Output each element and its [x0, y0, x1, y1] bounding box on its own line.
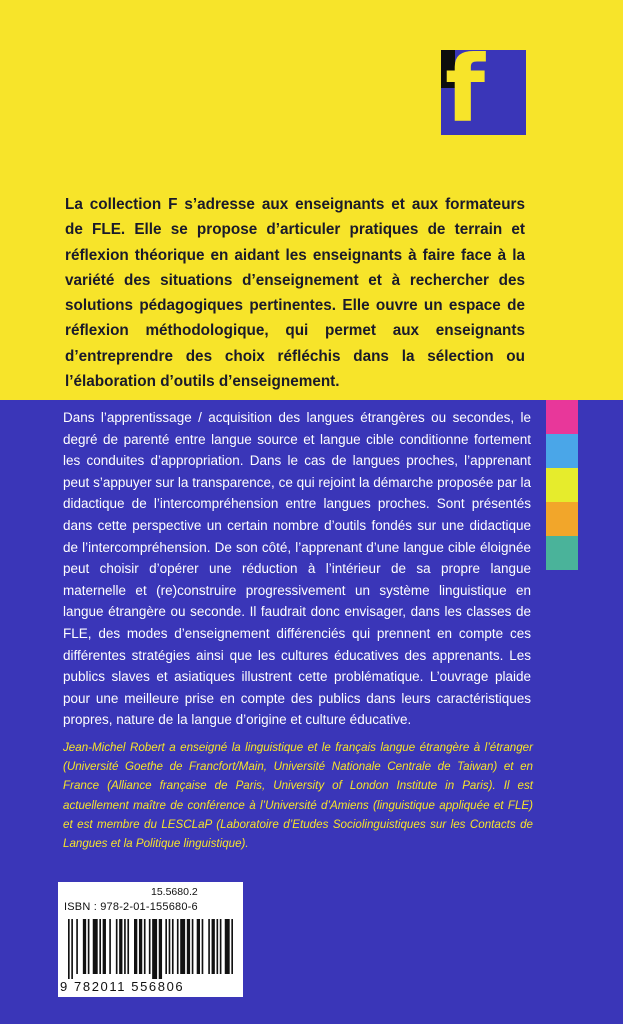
collection-description: La collection F s’adresse aux enseignants et aux formateurs de FLE. Elle se propose d’articuler pratiques de terrain et réflexion théorique en aidant les enseignants à faire face à la variété des situations d’enseignement et à rechercher des solutions pédagogiques pertinentes. Elle ouvre un espace de réflexion méthodologique, qui permet aux enseignants d’entreprendre des choix réfléchis dans la sélection ou l’élaboration d’outils d’enseignement.	[65, 196, 525, 391]
barcode-bar	[144, 919, 146, 974]
barcode-bar	[159, 919, 162, 979]
barcode-bar	[192, 919, 194, 974]
color-strip-teal	[546, 536, 578, 570]
color-strips	[546, 400, 578, 570]
barcode-bar	[119, 919, 122, 974]
barcode-bar	[177, 919, 179, 974]
barcode-bar	[93, 919, 98, 974]
color-strip-blue	[546, 434, 578, 468]
barcode-bar	[68, 919, 70, 979]
logo-letter: f	[445, 36, 486, 143]
barcode-bar	[220, 919, 222, 974]
barcode-bar	[225, 919, 230, 974]
barcode-bar	[99, 919, 101, 974]
barcode-bar	[149, 919, 151, 974]
product-code: 15.5680.2	[151, 886, 198, 898]
barcode-bar	[134, 919, 137, 974]
book-summary: Dans l’apprentissage / acquisition des langues étrangères ou secondes, le degré de parenté entre langue source et langue cible conditionne fortement les conduites d’appropriation. Dans le cas de langues proches, l’apprenant peut s’appuyer sur la transparence, ce qui rejoint la démarche proposée par la didactique de l’intercompréhension entre langues proches. Sont présentés dans cette perspective un certain nombre d’outils fondés sur une didactique de l’intercompréhension. De son côté, l’apprenant d’une langue cible éloignée peut choisir d’opérer une réduction à l’intérieur de sa propre langue maternelle et (re)construire progressivement un système linguistique en langue étrangère ou seconde. Il faudrait donc envisager, dans les classes de FLE, des modes d’enseignement différenciés qui prennent en compte ces différentes stratégies ainsi que les cultures éducatives des apprenants. Les publics slaves et asiatiques illustrent cette problématique. L’ouvrage plaide pour une meilleure prise en compte des publics dans leurs caractéristiques propres, nature de la langue d’origine et culture éducative.	[63, 410, 531, 728]
barcode-bar	[217, 919, 219, 974]
color-strip-pink	[546, 400, 578, 434]
barcode-bar	[231, 919, 233, 974]
barcode-bar	[172, 919, 174, 974]
barcode-bar	[71, 919, 73, 979]
color-strip-yellow	[546, 468, 578, 502]
barcode-bar	[187, 919, 190, 974]
barcode-bar	[109, 919, 111, 974]
author-bio: Jean-Michel Robert a enseigné la linguistique et le français langue étrangère à l’étranger (Université Goethe de Francfort/Main, Université Nationale Centrale de Taiwan) et en France (Alliance française de Paris, University of London Institute in Paris). Il est actuellement maître de conférence à l’Université d’Amiens (linguistique appliquée et FLE) et est membre du LESCLaP (Laboratoire d’Etudes Sociolinguistiques sur les Contacts de Langues et la Politique linguistique).	[63, 741, 533, 851]
barcode-bar	[180, 919, 185, 974]
barcode-bar	[76, 919, 78, 974]
barcode-bar	[116, 919, 118, 974]
barcode-bar	[197, 919, 200, 974]
barcode-bar	[169, 919, 171, 974]
barcode-bar	[139, 919, 142, 974]
barcode-box	[58, 882, 243, 997]
barcode-bar	[208, 919, 210, 974]
collection-f-logo	[441, 36, 526, 143]
barcode-digits: 9 782011 556806	[60, 979, 185, 994]
barcode-bar	[83, 919, 86, 974]
barcode-bar	[165, 919, 167, 974]
isbn-label: ISBN : 978-2-01-155680-6	[64, 901, 198, 913]
barcode-bar	[127, 919, 129, 974]
barcode-bar	[152, 919, 157, 979]
barcode-bar	[202, 919, 204, 974]
barcode-bar	[212, 919, 215, 974]
barcode-bar	[124, 919, 126, 974]
barcode-bar	[88, 919, 90, 974]
color-strip-orange	[546, 502, 578, 536]
barcode-bar	[103, 919, 106, 974]
barcode-bars	[68, 919, 233, 979]
